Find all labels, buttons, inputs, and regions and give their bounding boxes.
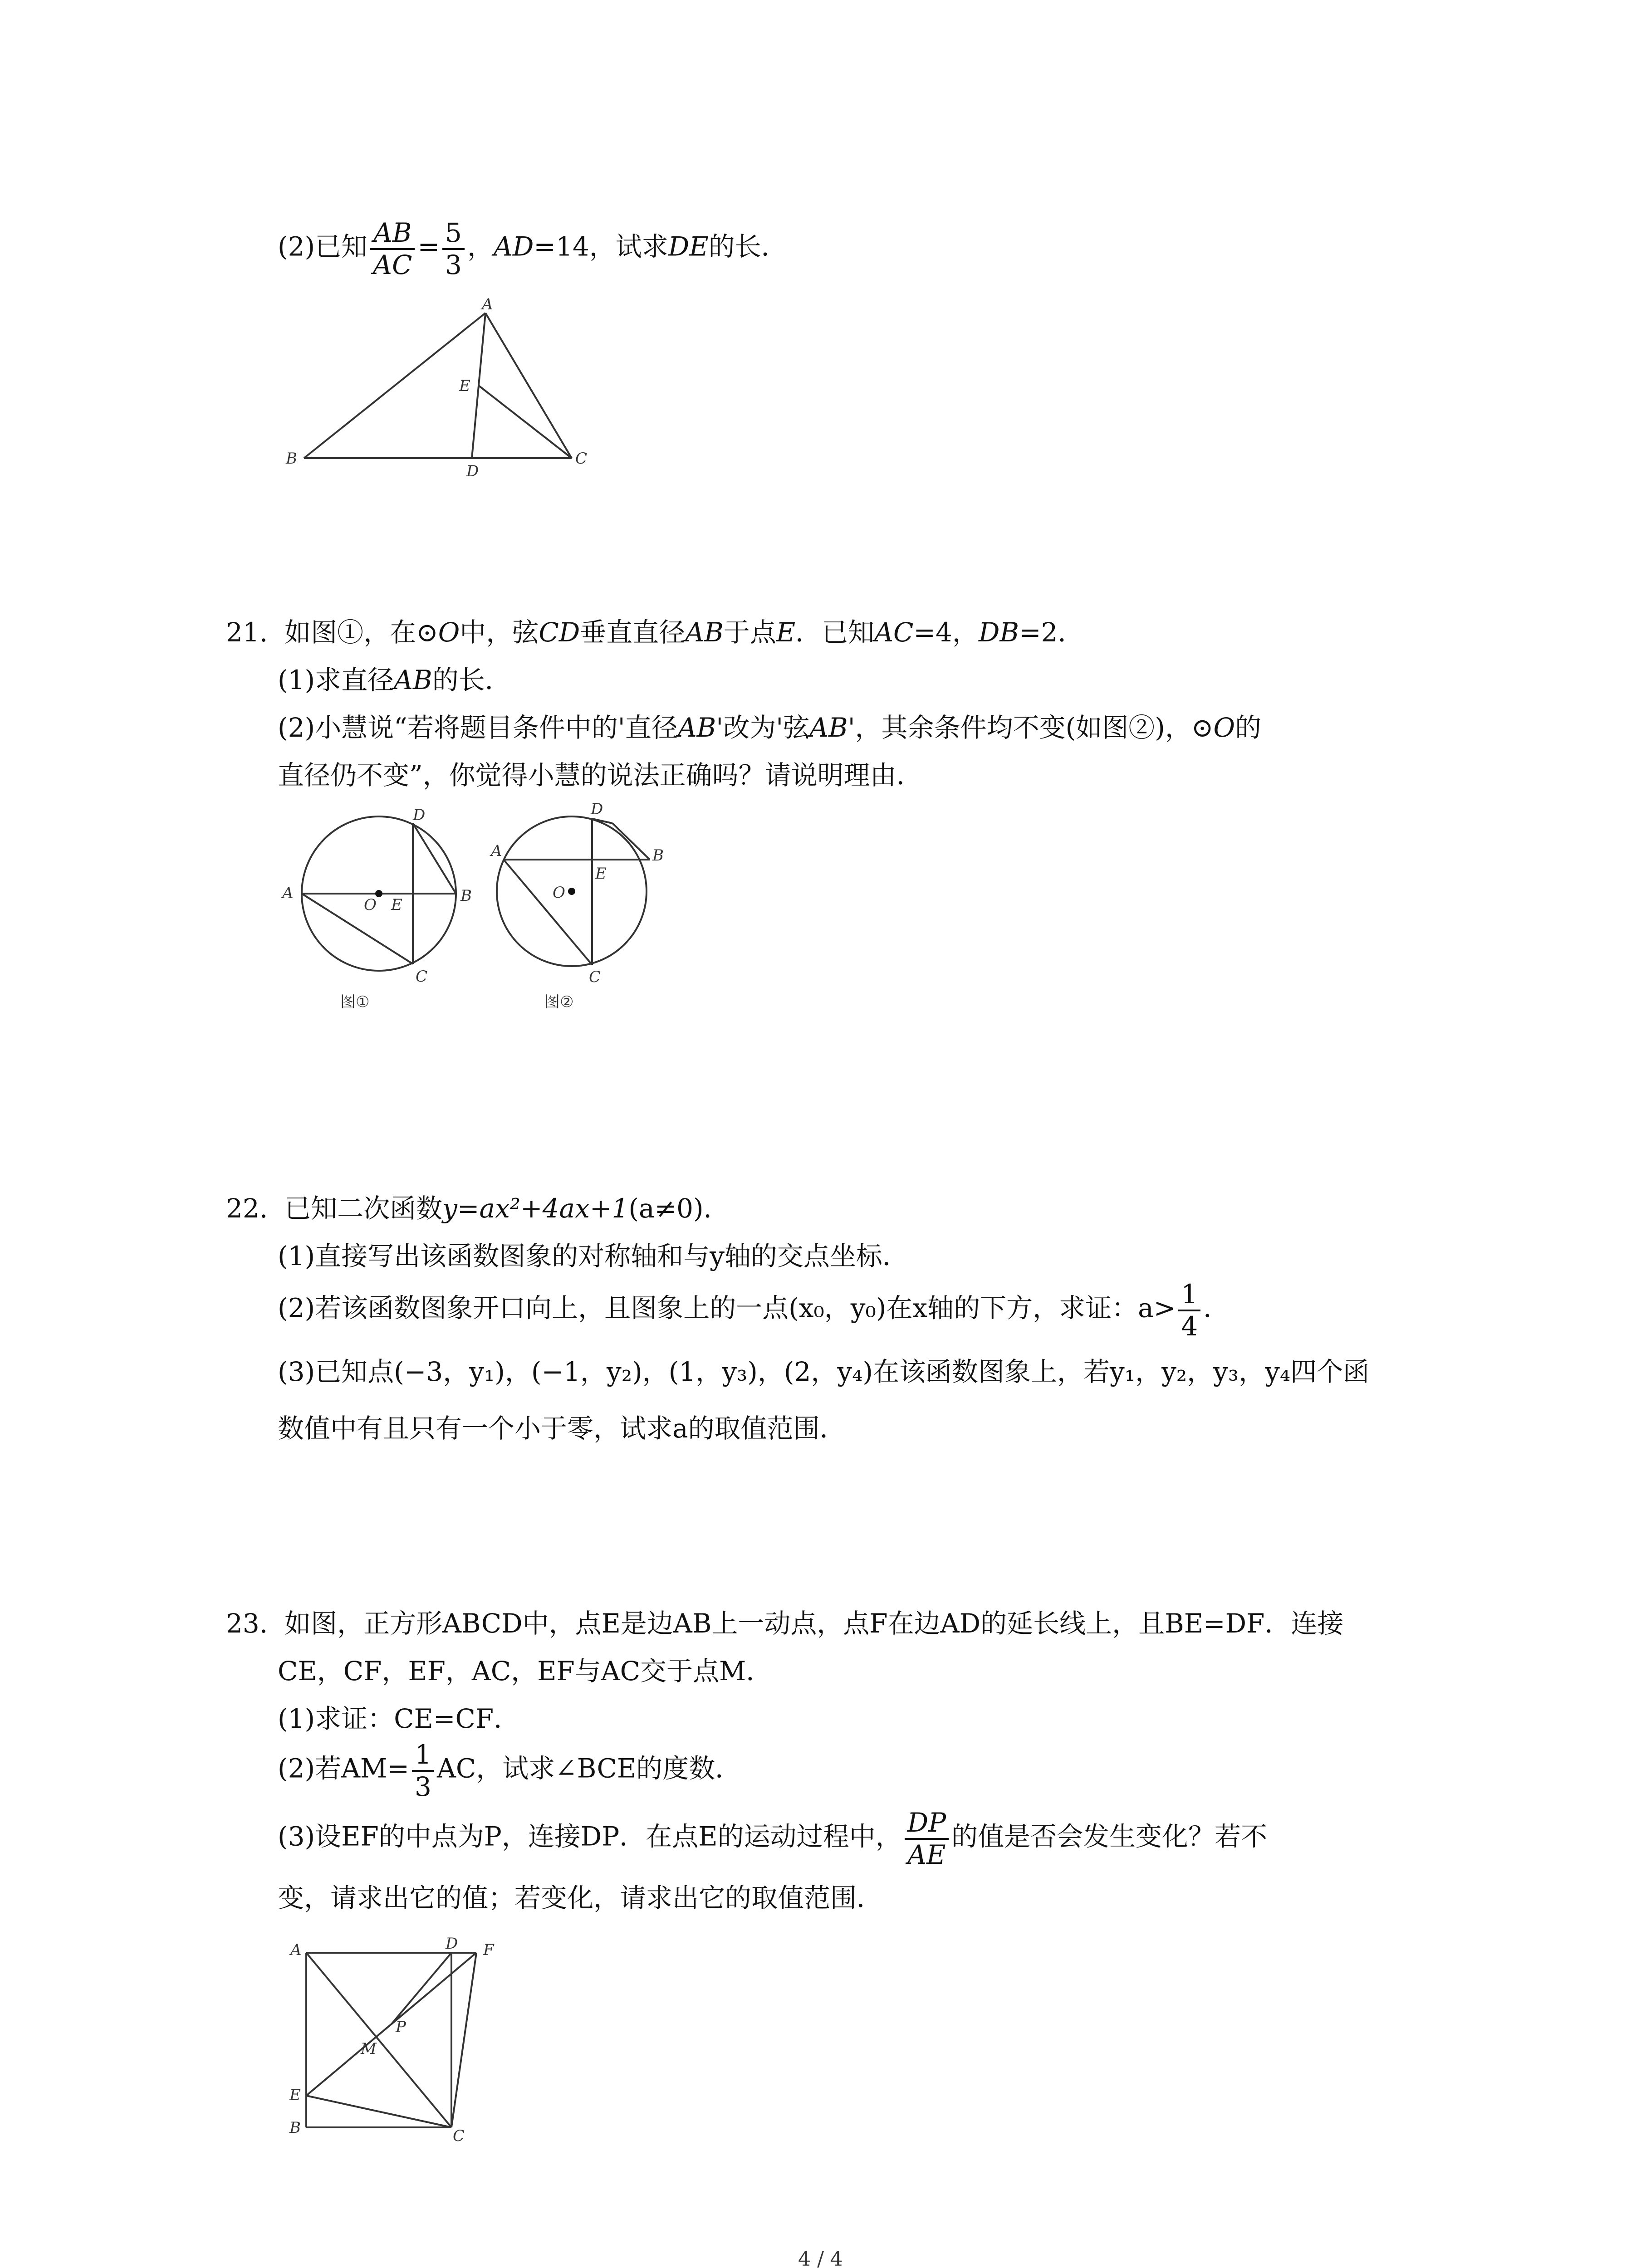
q23-part3-line1: (3)设EF的中点为P，连接DP．在点E的运动过程中， $\frac{DP}{AE}$ 的值是否会发生变化？若不 xyxy=(278,1807,1268,1870)
q20-label-b: B xyxy=(286,450,297,468)
q21-f1-label-b: B xyxy=(460,887,472,905)
q23-label-e: E xyxy=(289,2086,301,2104)
q22-stem: 22. 已知二次函数y=ax²+4ax+1(a≠0)． xyxy=(226,1193,730,1224)
q21-figure-1 xyxy=(277,807,485,1016)
q21-fig2-caption: 图② xyxy=(544,993,574,1011)
q21-f2-label-e: E xyxy=(595,865,607,883)
q21-f2-label-c: C xyxy=(589,968,601,986)
q21-f2-label-a: A xyxy=(491,842,502,860)
q20-fraction-5-3: $\frac{5}{3}$ xyxy=(442,218,465,280)
q23-part1: (1)求证：CE=CF． xyxy=(278,1703,520,1734)
q23-label-p: P xyxy=(396,2018,406,2036)
q22-fraction-1-4: $\frac{1}{4}$ xyxy=(1178,1279,1200,1341)
q21-f2-label-d: D xyxy=(591,800,603,818)
q22-part3-line2: 数值中有且只有一个小于零，试求a的取值范围． xyxy=(278,1413,846,1444)
q23-fraction-1-3: $\frac{1}{3}$ xyxy=(412,1740,434,1802)
q21-f2-label-o: O xyxy=(553,884,565,902)
q21-part1: (1)求直径AB的长． xyxy=(278,665,511,695)
q23-part2: (2)若AM= $\frac{1}{3}$ AC，试求∠BCE的度数． xyxy=(278,1739,742,1802)
q21-f1-label-a: A xyxy=(282,884,294,902)
q20-fraction-ab-ac: $\frac{AB}{AC}$ xyxy=(370,218,415,280)
q20-label-c: C xyxy=(575,450,588,468)
q23-stem-line1: 23. 如图，正方形ABCD中，点E是边AB上一动点，点F在边AD的延长线上，且BE=DF．连接 xyxy=(226,1608,1344,1639)
q22-part2: (2)若该函数图象开口向上，且图象上的一点(x₀，y₀)在x轴的下方，求证：a> $\frac{1}{4}$ ． xyxy=(278,1279,1230,1342)
q23-label-f: F xyxy=(483,1941,494,1959)
q23-label-b: B xyxy=(289,2119,301,2137)
q23-label-d: D xyxy=(446,1935,458,1953)
q20-triangle-figure xyxy=(272,295,617,485)
q21-f2-label-b: B xyxy=(652,846,664,865)
q23-stem-line2: CE，CF，EF，AC，EF与AC交于点M． xyxy=(278,1656,773,1686)
q21-part2-line2: 直径仍不变”，你觉得小慧的说法正确吗？请说明理由． xyxy=(278,760,923,791)
q23-square-figure xyxy=(277,1937,531,2159)
q23-label-c: C xyxy=(453,2127,465,2145)
q21-part2-line1: (2)小慧说“若将题目条件中的'直径AB'改为'弦AB'，其余条件均不变(如图②)，⊙O的 xyxy=(278,712,1262,743)
q20-label-e: E xyxy=(459,377,470,395)
q21-f1-label-c: C xyxy=(416,968,428,986)
q21-stem: 21. 如图①，在⊙O中，弦CD垂直直径AB于点E．已知AC=4，DB=2． xyxy=(226,617,1084,648)
q22-part1: (1)直接写出该函数图象的对称轴和与y轴的交点坐标． xyxy=(278,1241,909,1271)
q20-part2: (2)已知 $\frac{AB}{AC}$ = $\frac{5}{3}$ ，AD=14，试求DE的长． xyxy=(278,217,788,280)
q21-f1-label-e: E xyxy=(391,896,402,914)
q20-label-d: D xyxy=(466,462,479,480)
q23-fraction-dp-ae: $\frac{DP}{AE}$ xyxy=(905,1808,949,1870)
page-number: 4 / 4 xyxy=(798,2248,843,2268)
q21-fig1-caption: 图① xyxy=(340,993,370,1011)
q23-part3-line2: 变，请求出它的值；若变化，请求出它的取值范围． xyxy=(278,1882,883,1913)
q23-label-a: A xyxy=(290,1941,302,1959)
q22-part3-line1: (3)已知点(−3，y₁)，(−1，y₂)，(1，y₃)，(2，y₄)在该函数图象上，若y₁，y₂，y₃，y₄四个函 xyxy=(278,1356,1370,1387)
q21-figure-2 xyxy=(481,801,681,1016)
q20-label-a: A xyxy=(482,295,493,313)
q21-f1-label-d: D xyxy=(413,806,426,824)
q23-label-m: M xyxy=(361,2040,377,2058)
q21-f1-label-o: O xyxy=(364,896,377,914)
